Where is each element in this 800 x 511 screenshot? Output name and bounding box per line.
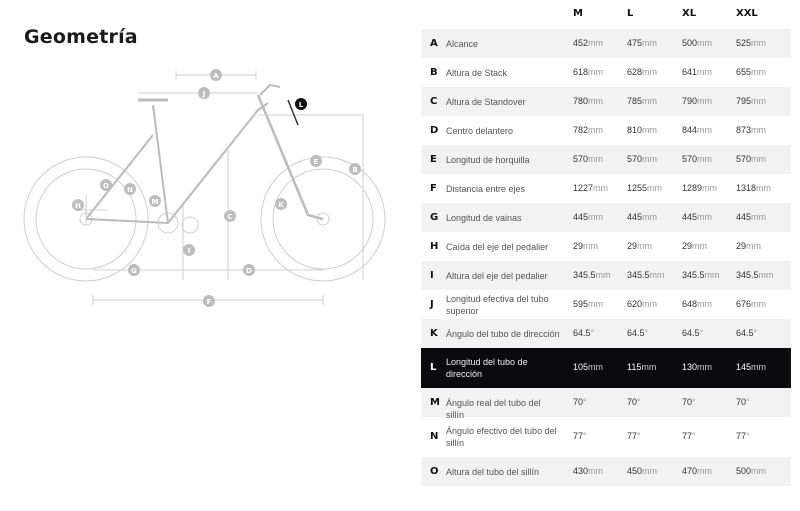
row-value: 445mm — [682, 211, 713, 222]
row-label: Alcance — [446, 38, 479, 49]
row-value: 844mm — [682, 124, 713, 135]
row-label: Ángulo efectivo del tubo del sillín — [446, 426, 557, 448]
row-value: 452mm — [573, 37, 604, 48]
marker-d — [243, 264, 255, 276]
row-label: Ángulo real del tubo del sillín — [446, 397, 541, 420]
table-row[interactable] — [421, 203, 791, 232]
row-letter: K — [430, 327, 438, 339]
row-value: 648mm — [682, 298, 713, 309]
row-letter: F — [430, 182, 437, 194]
svg-text:I: I — [187, 247, 191, 255]
size-header-xxl: XXL — [736, 8, 758, 19]
row-value: 105mm — [573, 362, 604, 372]
row-value: 1318mm — [736, 182, 772, 193]
row-letter: D — [430, 124, 439, 136]
marker-g — [128, 264, 140, 276]
svg-text:N: N — [127, 186, 133, 194]
row-value: 345.5mm — [682, 269, 720, 280]
marker-c — [224, 210, 236, 222]
svg-text:M: M — [151, 198, 159, 206]
row-label: Longitud efectiva del tubo superior — [446, 293, 549, 316]
marker-b — [349, 163, 361, 175]
row-value: 873mm — [736, 124, 767, 135]
marker-o — [100, 179, 112, 191]
geometry-diagram — [18, 55, 403, 315]
marker-i — [183, 244, 195, 256]
row-value: 64.5° — [682, 327, 704, 338]
marker-j — [198, 87, 210, 99]
row-value: 1255mm — [627, 182, 663, 193]
row-value: 570mm — [682, 153, 713, 164]
row-value: 445mm — [627, 211, 658, 222]
table-row[interactable] — [421, 457, 791, 486]
marker-k — [275, 198, 287, 210]
marker-n — [124, 183, 136, 195]
row-label: Longitud de vainas — [446, 212, 522, 223]
row-value: 29mm — [682, 240, 708, 251]
row-value: 810mm — [627, 124, 658, 135]
svg-text:O: O — [103, 182, 109, 190]
row-value: 790mm — [682, 95, 713, 106]
row-label: Ángulo del tubo de dirección — [446, 328, 560, 339]
row-value: 70° — [682, 396, 696, 407]
table-row[interactable] — [421, 290, 791, 319]
size-header-l: L — [627, 8, 634, 19]
bike-illustration — [18, 55, 403, 315]
row-value: 445mm — [736, 211, 767, 222]
svg-text:D: D — [246, 267, 252, 275]
size-header-xl: XL — [682, 8, 697, 19]
svg-text:B: B — [352, 166, 358, 174]
row-value: 782mm — [573, 124, 604, 135]
row-label: Longitud del tubo de dirección — [446, 357, 528, 379]
table-row[interactable] — [421, 58, 791, 87]
row-value: 795mm — [736, 95, 767, 106]
row-value: 345.5mm — [627, 269, 665, 280]
row-value: 570mm — [573, 153, 604, 164]
row-letter: A — [430, 37, 438, 49]
row-value: 345.5mm — [573, 269, 611, 280]
table-row[interactable] — [421, 417, 791, 457]
svg-text:C: C — [227, 213, 233, 221]
row-letter: G — [430, 211, 439, 223]
row-value: 618mm — [573, 66, 604, 77]
row-letter: N — [430, 431, 439, 442]
row-value: 655mm — [736, 66, 767, 77]
row-value: 64.5° — [627, 327, 649, 338]
svg-text:L: L — [298, 101, 304, 109]
table-row[interactable] — [421, 388, 791, 420]
marker-l — [295, 98, 307, 110]
row-value: 29mm — [736, 240, 762, 251]
row-label: Centro delantero — [446, 125, 514, 136]
table-row[interactable] — [421, 116, 791, 145]
size-header-m: M — [573, 8, 583, 19]
svg-text:A: A — [213, 72, 219, 80]
table-row[interactable] — [421, 261, 791, 290]
row-value: 29mm — [627, 240, 653, 251]
row-value: 1289mm — [682, 182, 718, 193]
row-letter: O — [430, 465, 439, 477]
row-value: 450mm — [627, 465, 658, 476]
row-letter: C — [430, 95, 438, 107]
svg-text:J: J — [202, 90, 206, 98]
row-value: 620mm — [627, 298, 658, 309]
row-letter: M — [430, 396, 440, 408]
row-value: 470mm — [682, 465, 713, 476]
row-value: 780mm — [573, 95, 604, 106]
row-value: 628mm — [627, 66, 658, 77]
table-row[interactable] — [421, 174, 791, 203]
row-value: 77° — [627, 431, 641, 441]
svg-text:F: F — [206, 298, 212, 306]
svg-text:G: G — [131, 267, 137, 275]
dim-b — [258, 115, 363, 280]
row-value: 64.5° — [736, 327, 758, 338]
row-value: 676mm — [736, 298, 767, 309]
marker-a — [210, 69, 222, 81]
row-value: 29mm — [573, 240, 599, 251]
row-value: 570mm — [736, 153, 767, 164]
row-value: 130mm — [682, 362, 713, 372]
row-value: 525mm — [736, 37, 767, 48]
geometry-table — [421, 0, 791, 511]
table-row[interactable] — [421, 145, 791, 174]
row-value: 77° — [573, 431, 587, 441]
row-value: 430mm — [573, 465, 604, 476]
table-row[interactable] — [421, 232, 791, 261]
marker-h — [72, 199, 84, 211]
row-value: 145mm — [736, 362, 767, 372]
row-letter: L — [430, 362, 437, 373]
row-value: 500mm — [682, 37, 713, 48]
row-value: 1227mm — [573, 182, 609, 193]
size-header-row — [421, 8, 791, 24]
row-label: Distancia entre ejes — [446, 183, 526, 194]
page-title: Geometría — [24, 26, 138, 48]
svg-text:H: H — [75, 202, 81, 210]
row-value: 70° — [573, 396, 587, 407]
row-letter: B — [430, 66, 438, 78]
svg-text:K: K — [278, 201, 284, 209]
row-value: 70° — [627, 396, 641, 407]
row-value: 445mm — [573, 211, 604, 222]
row-value: 115mm — [627, 362, 657, 372]
row-value: 64.5° — [573, 327, 595, 338]
row-label: Altura de Standover — [446, 96, 526, 107]
row-label: Caída del eje del pedalier — [446, 241, 549, 252]
row-letter: J — [430, 298, 434, 310]
row-letter: E — [430, 153, 437, 165]
marker-f — [203, 295, 215, 307]
row-value: 785mm — [627, 95, 658, 106]
row-label: Altura de Stack — [446, 67, 508, 78]
row-letter: H — [430, 240, 439, 252]
row-label: Altura del eje del pedalier — [446, 270, 548, 281]
marker-e — [310, 155, 322, 167]
row-value: 345.5mm — [736, 269, 774, 280]
row-value: 595mm — [573, 298, 604, 309]
table-row[interactable] — [421, 87, 791, 116]
table-row[interactable] — [421, 348, 791, 388]
row-label: Longitud de horquilla — [446, 154, 530, 165]
table-row[interactable] — [421, 29, 791, 58]
table-row[interactable] — [421, 319, 791, 348]
marker-m — [149, 195, 161, 207]
row-value: 77° — [682, 431, 696, 441]
row-label: Altura del tubo del sillín — [446, 466, 540, 477]
row-value: 641mm — [682, 66, 713, 77]
row-letter: I — [430, 269, 434, 281]
row-value: 500mm — [736, 465, 767, 476]
row-value: 70° — [736, 396, 750, 407]
svg-text:E: E — [313, 158, 319, 166]
row-value: 77° — [736, 431, 750, 441]
row-value: 570mm — [627, 153, 658, 164]
row-value: 475mm — [627, 37, 658, 48]
